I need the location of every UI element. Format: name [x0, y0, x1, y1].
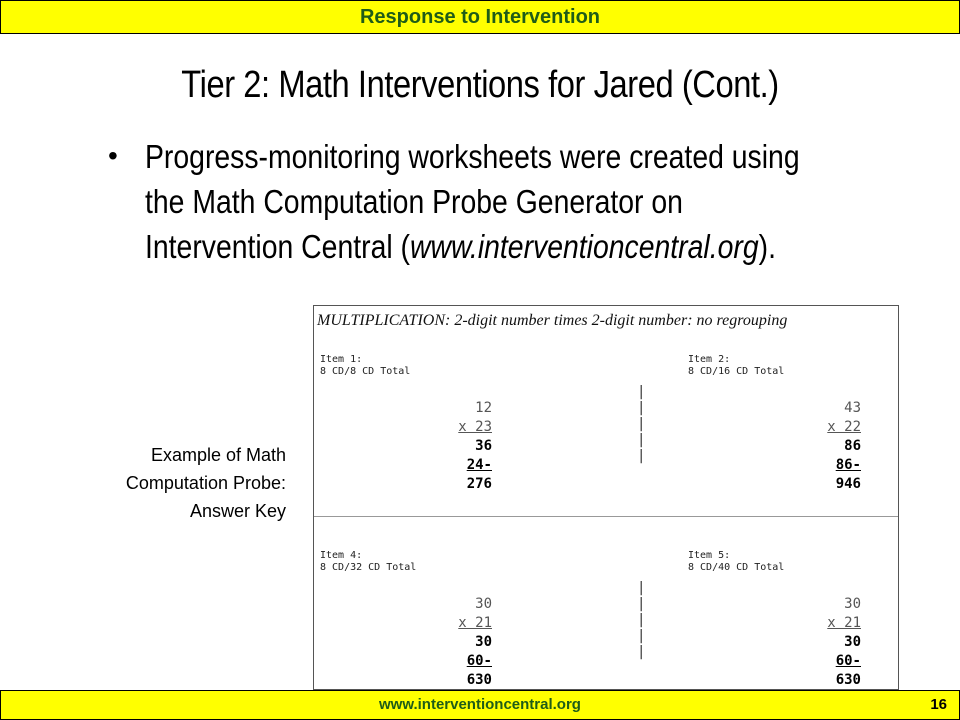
bullet-icon: • [108, 140, 118, 171]
probe-worksheet-image [313, 305, 899, 690]
column-divider: | | | | | [637, 384, 646, 464]
bullet-text [145, 134, 824, 269]
bullet-text-after: ). [758, 228, 776, 265]
slide-title: Tier 2: Math Interventions for Jared (Cont.) [181, 64, 779, 106]
problem-item-4: 30 x 21 30 60- 630 [458, 596, 492, 688]
item-label: Item 5: 8 CD/40 CD Total [688, 550, 785, 573]
item-label: Item 2: 8 CD/16 CD Total [688, 354, 785, 377]
bullet-url[interactable]: www.interventioncentral.org [410, 228, 759, 265]
item-label: Item 4: 8 CD/32 CD Total [320, 550, 417, 573]
footer-banner [0, 690, 960, 720]
problem-item-2: 43 x 22 86 86- 946 [827, 400, 861, 492]
figure-caption: Example of Math Computation Probe: Answer Key [125, 445, 286, 521]
item-label: Item 1: 8 CD/8 CD Total [320, 354, 411, 377]
bullet-text-before: Progress-monitoring worksheets were created using the Math Computation Probe Generator on Intervention Central ( [145, 138, 800, 265]
page-number: 16 [930, 696, 947, 713]
probe-title: MULTIPLICATION: 2-digit number times 2-digit number: no regrouping [317, 312, 788, 329]
problem-item-5: 30 x 21 30 60- 630 [827, 596, 861, 688]
top-banner [0, 0, 960, 34]
banner-title: Response to Intervention [359, 6, 601, 28]
footer-url[interactable]: www.interventioncentral.org [379, 696, 581, 713]
column-divider: | | | | | [637, 580, 646, 660]
problem-item-1: 12 x 23 36 24- 276 [458, 400, 492, 492]
row-divider [314, 516, 898, 517]
